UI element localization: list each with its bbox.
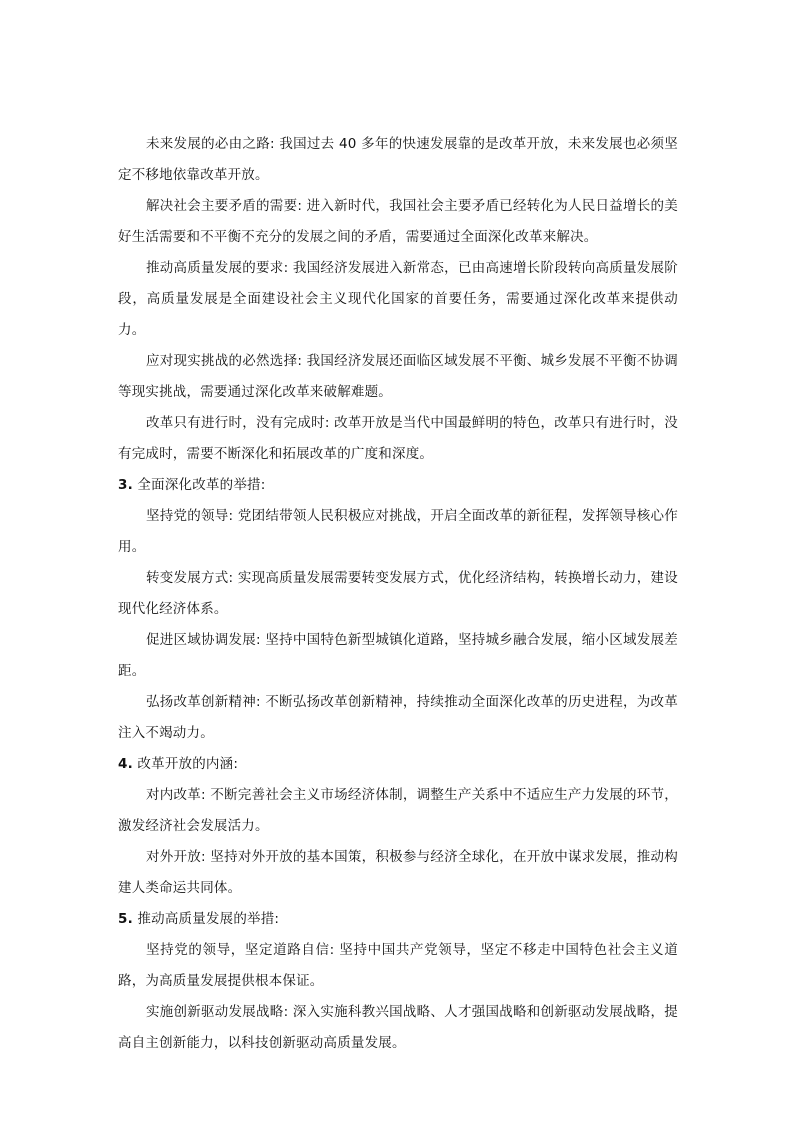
section-heading-3 — [118, 470, 678, 501]
paragraph-reform-ongoing: 改革只有进行时，没有完成时: 改革开放是当代中国最鲜明的特色，改革只有进行时，没有完成时，需要不断深化和拓展改革的广度和深度。 — [118, 415, 678, 462]
section-title: 改革开放的内涵: — [137, 756, 239, 772]
paragraph-party-leadership: 坚持党的领导: 党团结带领人民积极应对挑战，开启全面改革的新征程，发挥领导核心作用。 — [118, 508, 678, 555]
paragraph-internal-reform: 对内改革: 不断完善社会主义市场经济体制，调整生产关系中不适应生产力发展的环节，激发经济社会发展活力。 — [118, 787, 678, 834]
section-heading-5 — [118, 904, 678, 935]
section-heading-4 — [118, 749, 678, 780]
paragraph-main-contradiction: 解决社会主要矛盾的需要: 进入新时代，我国社会主要矛盾已经转化为人民日益增长的美好生活需要和不平衡不充分的发展之间的矛盾，需要通过全面深化改革来解决。 — [118, 198, 678, 245]
paragraph-opening-up: 对外开放: 坚持对外开放的基本国策，积极参与经济全球化，在开放中谋求发展，推动构建人类命运共同体。 — [118, 849, 678, 896]
section-number: 5. — [118, 911, 133, 927]
paragraph-development-mode: 转变发展方式: 实现高质量发展需要转变发展方式，优化经济结构，转换增长动力，建设现代化经济体系。 — [118, 570, 678, 617]
paragraph-regional-coordination: 促进区域协调发展: 坚持中国特色新型城镇化道路，坚持城乡融合发展，缩小区域发展差距。 — [118, 632, 678, 679]
paragraph-future-path: 未来发展的必由之路: 我国过去 40 多年的快速发展靠的是改革开放，未来发展也必须坚定不移地依靠改革开放。 — [118, 136, 678, 183]
section-number: 3. — [118, 477, 133, 493]
section-title: 推动高质量发展的举措: — [137, 911, 280, 927]
paragraph-high-quality-requirement: 推动高质量发展的要求: 我国经济发展进入新常态，已由高速增长阶段转向高质量发展阶段，高质量发展是全面建设社会主义现代化国家的首要任务，需要通过深化改革来提供动力。 — [118, 260, 678, 338]
paragraph-innovation-spirit: 弘扬改革创新精神: 不断弘扬改革创新精神，持续推动全面深化改革的历史进程，为改革注入不竭动力。 — [118, 694, 678, 741]
paragraph-path-confidence: 坚持党的领导，坚定道路自信: 坚持中国共产党领导，坚定不移走中国特色社会主义道路，为高质量发展提供根本保证。 — [118, 942, 678, 989]
document-page — [118, 129, 678, 1059]
section-number: 4. — [118, 756, 133, 772]
paragraph-real-challenges: 应对现实挑战的必然选择: 我国经济发展还面临区域发展不平衡、城乡发展不平衡不协调等现实挑战，需要通过深化改革来破解难题。 — [118, 353, 678, 400]
section-title: 全面深化改革的举措: — [137, 477, 266, 493]
paragraph-innovation-strategy: 实施创新驱动发展战略: 深入实施科教兴国战略、人才强国战略和创新驱动发展战略，提高自主创新能力，以科技创新驱动高质量发展。 — [118, 1004, 678, 1051]
